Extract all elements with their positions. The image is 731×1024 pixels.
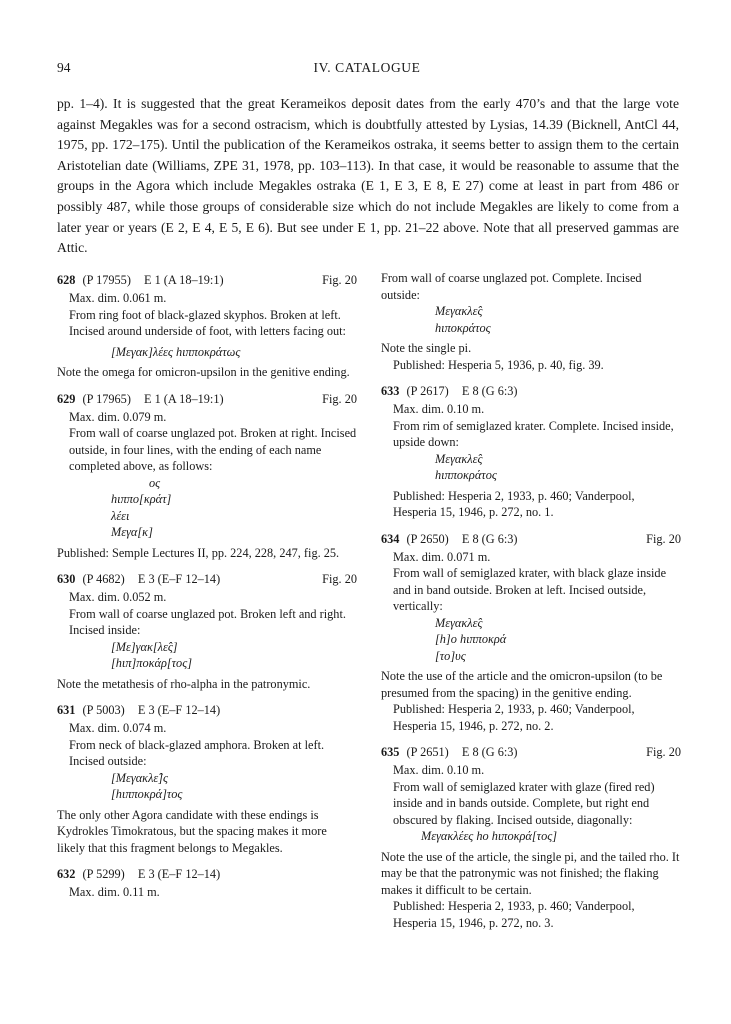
description: From wall of coarse unglazed pot. Broken left and right. Incised inside: (69, 606, 346, 637)
publication: Published: Hesperia 2, 1933, p. 460; Vanderpool, Hesperia 15, 1946, p. 272, no. 1. (393, 488, 635, 519)
inscription-line: hιπποκράτος (435, 468, 497, 482)
inventory-number: (P 5299) (82, 867, 125, 881)
entry-number: 628 (57, 273, 76, 287)
note: Note the use of the article, the single pi, and the tailed rho. It may be that the patronymic was not finished; the flaking makes it difficult to be certain. (381, 849, 680, 897)
catalogue-entry-634 (381, 529, 681, 735)
entry-number: 635 (381, 745, 400, 759)
page-number: 94 (57, 60, 71, 75)
note: The only other Agora candidate with these endings is Kydrokles Timokratous, but the spacing makes it more likely that this fragment belongs to Megakles. (57, 807, 327, 855)
catalogue-entry-632-continued (381, 270, 681, 373)
entry-number: 631 (57, 703, 76, 717)
figure-ref: Fig. 20 (646, 745, 681, 759)
publication: Published: Hesperia 2, 1933, p. 460; Vanderpool, Hesperia 15, 1946, p. 272, no. 2. (393, 702, 635, 733)
entry-number: 633 (381, 384, 400, 398)
deposit-context: E 1 (A 18–19:1) (144, 391, 224, 406)
description: From wall of coarse unglazed pot. Broken at right. Incised outside, in four lines, with the ending of each name completed above, as follows: (69, 426, 357, 473)
dimension: Max. dim. 0.052 m. (69, 590, 167, 604)
deposit-context: E 8 (G 6:3) (461, 745, 518, 759)
publication: Published: Hesperia 5, 1936, p. 40, fig. 39. (393, 357, 604, 372)
inventory-number: (P 2650) (406, 531, 449, 546)
inscription-line: [Μεγακλε̂]ς (111, 770, 169, 785)
left-column (57, 270, 357, 909)
note: Note the metathesis of rho-alpha in the patronymic. (57, 676, 311, 691)
figure-ref: Fig. 20 (322, 391, 357, 406)
figure-ref: Fig. 20 (646, 531, 681, 546)
inventory-number: (P 4682) (82, 572, 125, 586)
inscription-line: Μεγακλε̂ς (435, 615, 483, 630)
inscription-line: Μεγα[κ] (111, 525, 153, 539)
deposit-context: E 3 (E–F 12–14) (137, 572, 221, 586)
description: From ring foot of black-glazed skyphos. Broken at left. Incised around underside of foot, with letters facing out: (69, 307, 346, 338)
entry-number: 632 (57, 867, 76, 881)
description: From wall of coarse unglazed pot. Complete. Incised outside: (381, 271, 642, 302)
entry-number: 634 (381, 531, 400, 546)
inscription-line: Μεγακλέες hο hιποκρά[τος] (421, 829, 557, 843)
dimension: Max. dim. 0.061 m. (69, 291, 167, 305)
inscription-line: [hιπποκρά]τος (111, 787, 183, 801)
inventory-number: (P 5003) (82, 703, 125, 717)
running-head: IV. CATALOGUE (313, 60, 421, 75)
description: From neck of black-glazed amphora. Broken at left. Incised outside: (69, 737, 325, 768)
intro-paragraph: pp. 1–4). It is suggested that the great Kerameikos deposit dates from the early 470’s and that the large vote against Megakles was for a second ostracism, which is doubtfully attested by Lysias, 14.39 (Bicknell, AntCl 44, 1975, pp. 172–175). Until the publication of the Kerameikos ostraka, it seems better to assign them to the certain Aristotelian date (Williams, ZPE 31, 1978, pp. 103–113). In that case, it would be reasonable to assume that the groups in the Agora which include Megakles ostraka (E 1, E 3, E 8, E 27) come at least in part from 486 or possibly 487, while those groups of considerable size which do not include Megakles are likely to come from a later year or years (E 2, E 4, E 5, E 6). But see under E 1, pp. 21–22 above. Note that all preserved gammas are Attic. (57, 96, 679, 256)
dimension: Max. dim. 0.10 m. (393, 402, 485, 416)
inscription-line: [h]ο hιπποκρά (435, 632, 507, 646)
deposit-context: E 8 (G 6:3) (461, 531, 518, 546)
inventory-number: (P 2651) (406, 745, 449, 759)
entry-number: 630 (57, 572, 76, 586)
note: Note the single pi. (381, 341, 472, 355)
inscription-line: Μεγακλε̂ς (435, 451, 483, 466)
inscription-line: [hιπ]ποκάρ[τος] (111, 656, 192, 670)
catalogue-entry-632 (57, 864, 357, 901)
description: From rim of semiglazed krater. Complete. Incised inside, upside down: (393, 418, 674, 449)
catalogue-entry-629 (57, 389, 357, 562)
inscription-line: hιποκράτος (435, 320, 491, 335)
catalogue-entry-628 (57, 270, 357, 381)
deposit-context: E 3 (E–F 12–14) (137, 703, 221, 717)
deposit-context: E 8 (G 6:3) (461, 384, 518, 398)
dimension: Max. dim. 0.074 m. (69, 721, 167, 735)
catalogue-entry-631 (57, 700, 357, 856)
inscription-line: ος (149, 475, 161, 490)
note: Note the use of the article and the omicron-upsilon (to be presumed from the spacing) in the genitive ending. (381, 669, 663, 700)
note: Note the omega for omicron-upsilon in the genitive ending. (57, 365, 350, 379)
inscription-line: Μεγακλε̂ς (435, 304, 483, 318)
deposit-context: E 3 (E–F 12–14) (137, 867, 221, 881)
inscription-line: [Με]γακ[λε̂ς] (111, 639, 178, 654)
dimension: Max. dim. 0.079 m. (69, 409, 167, 424)
page-header (57, 60, 677, 80)
catalogue-entry-630 (57, 569, 357, 692)
inventory-number: (P 17965) (82, 391, 131, 406)
inventory-number: (P 17955) (82, 273, 131, 287)
description: From wall of semiglazed krater with glaze (fired red) inside and in bands outside. Complete, but right end obscured by flaking. Incised outside, diagonally: (393, 779, 655, 827)
inscription-line: λέει (111, 508, 130, 523)
catalogue-entry-633 (381, 381, 681, 521)
dimension: Max. dim. 0.10 m. (393, 763, 485, 777)
inscription-line: [το]υς (435, 648, 466, 663)
description: From wall of semiglazed krater, with black glaze inside and in band outside. Broken at left. Incised outside, vertically: (393, 566, 667, 613)
deposit-context: E 1 (A 18–19:1) (144, 273, 224, 287)
dimension: Max. dim. 0.071 m. (393, 549, 491, 564)
publication: Published: Hesperia 2, 1933, p. 460; Vanderpool, Hesperia 15, 1946, p. 272, no. 3. (393, 899, 635, 930)
dimension: Max. dim. 0.11 m. (69, 885, 160, 899)
publication: Published: Semple Lectures II, pp. 224, 228, 247, fig. 25. (57, 545, 340, 560)
entry-number: 629 (57, 391, 76, 406)
right-column (381, 270, 681, 939)
inscription-line: hιππο[κράτ] (111, 492, 172, 506)
inscription-line: [Μεγακ]λέες hιπποκράτως (111, 344, 241, 359)
figure-ref: Fig. 20 (322, 273, 357, 287)
inventory-number: (P 2617) (406, 384, 449, 398)
figure-ref: Fig. 20 (322, 572, 357, 586)
catalogue-entry-635 (381, 742, 681, 931)
